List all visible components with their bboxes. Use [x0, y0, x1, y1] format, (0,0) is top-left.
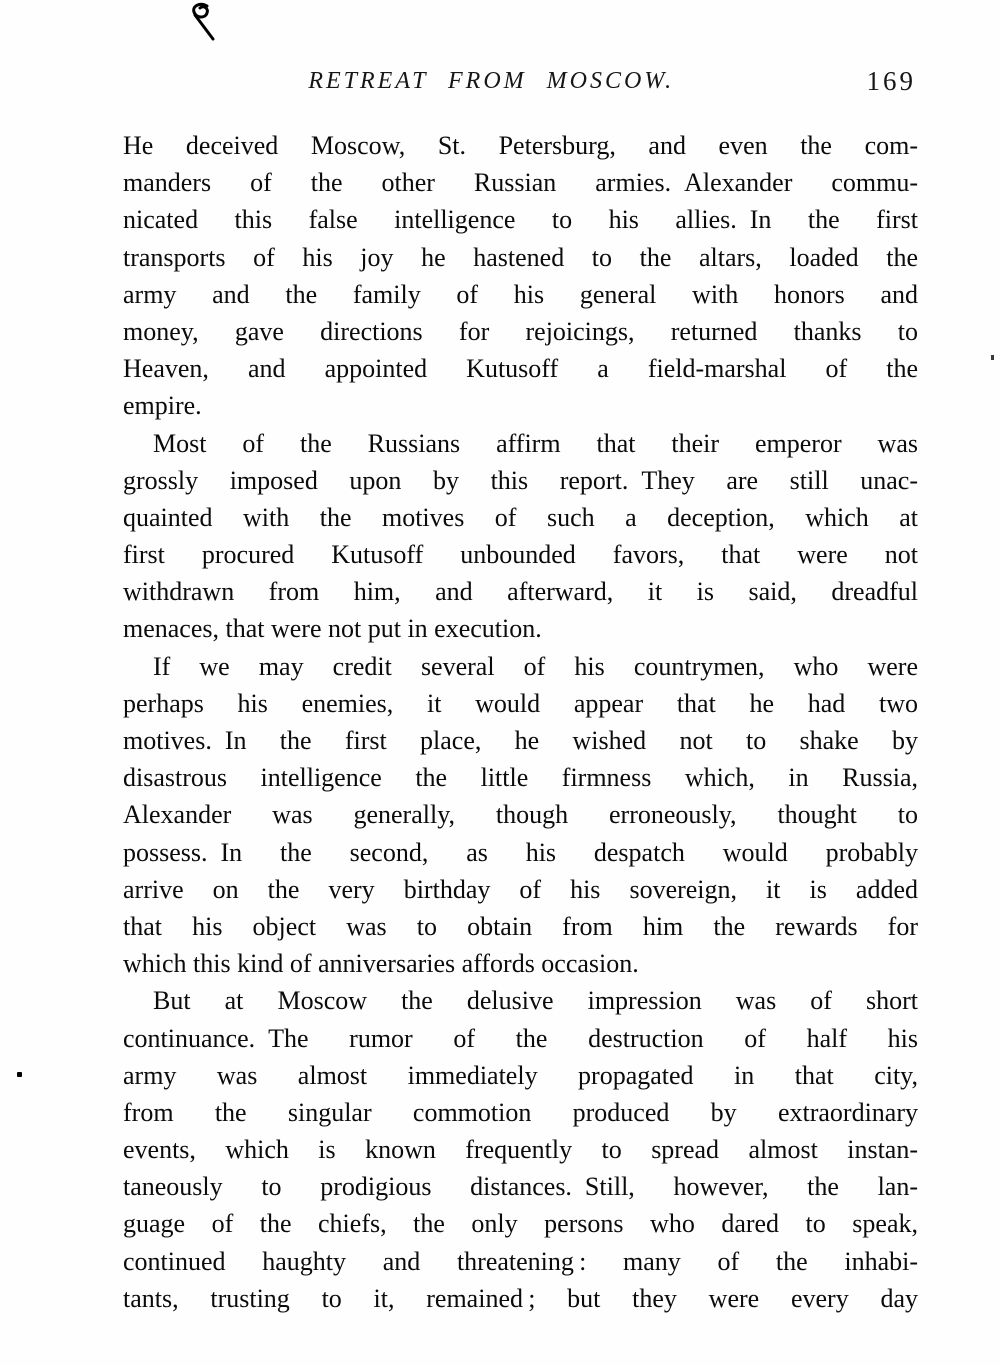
body-text: [123, 127, 918, 1317]
handwritten-2-mark: [182, 2, 222, 48]
text-line: Heaven, and appointed Kutusoff a field-marshal of the: [123, 354, 918, 384]
text-line: He deceived Moscow, St. Petersburg, and even the com-: [123, 131, 918, 160]
text-line: menaces, that were not put in execution.: [123, 614, 542, 644]
text-line: nicated this false intelligence to his allies. In the first: [123, 205, 918, 235]
text-line: perhaps his enemies, it would appear that he had two: [123, 688, 918, 718]
text-line: continued haughty and threatening : many of the inhabi-: [123, 1246, 918, 1276]
page-header: [123, 66, 918, 102]
text-line: quainted with the motives of such a deception, which at: [123, 502, 918, 532]
text-line: which this kind of anniversaries affords occasion.: [123, 949, 639, 979]
running-title: RETREAT FROM MOSCOW.: [308, 68, 675, 94]
page-number: 169: [866, 66, 916, 96]
ink-speck-left-margin: [17, 1072, 22, 1077]
text-line: transports of his joy he hastened to the altars, loaded the: [123, 242, 918, 272]
text-line: motives. In the first place, he wished not to shake by: [123, 726, 918, 755]
paragraph-3: [123, 648, 918, 983]
text-line: disastrous intelligence the little firmness which, in Russia,: [123, 763, 918, 793]
paragraph-1: [123, 127, 918, 425]
text-line: grossly imposed upon by this report. They are still unac-: [123, 465, 918, 495]
text-line: withdrawn from him, and afterward, it is said, dreadful: [123, 577, 918, 607]
text-line: manders of the other Russian armies. Alexander commu-: [123, 168, 918, 198]
text-line: army was almost immediately propagated in that city,: [123, 1060, 918, 1090]
paragraph-4: [123, 982, 918, 1317]
text-line: from the singular commotion produced by extraordinary: [123, 1097, 918, 1127]
text-line: first procured Kutusoff unbounded favors, that were not: [123, 540, 918, 570]
text-line: money, gave directions for rejoicings, returned thanks to: [123, 316, 918, 346]
text-line: Alexander was generally, though erroneously, thought to: [123, 800, 918, 830]
text-line: events, which is known frequently to spread almost instan-: [123, 1135, 918, 1165]
text-line: empire.: [123, 391, 202, 421]
text-line: Most of the Russians affirm that their emperor was: [153, 428, 918, 458]
text-line: guage of the chiefs, the only persons who dared to speak,: [123, 1209, 918, 1239]
text-line: possess. In the second, as his despatch would probably: [123, 837, 918, 867]
text-line: tants, trusting to it, remained ; but they were every day: [123, 1283, 918, 1313]
text-line: But at Moscow the delusive impression was of short: [153, 986, 918, 1016]
text-line: army and the family of his general with honors and: [123, 279, 918, 309]
text-line: continuance. The rumor of the destruction of half his: [123, 1023, 918, 1053]
text-line: arrive on the very birthday of his sovereign, it is added: [123, 874, 918, 904]
text-line: If we may credit several of his countrymen, who were: [153, 651, 918, 681]
text-line: taneously to prodigious distances. Still, however, the lan-: [123, 1172, 918, 1202]
paragraph-2: [123, 425, 918, 648]
ink-speck-right-margin: [991, 355, 994, 360]
text-line: that his object was to obtain from him the rewards for: [123, 911, 918, 941]
